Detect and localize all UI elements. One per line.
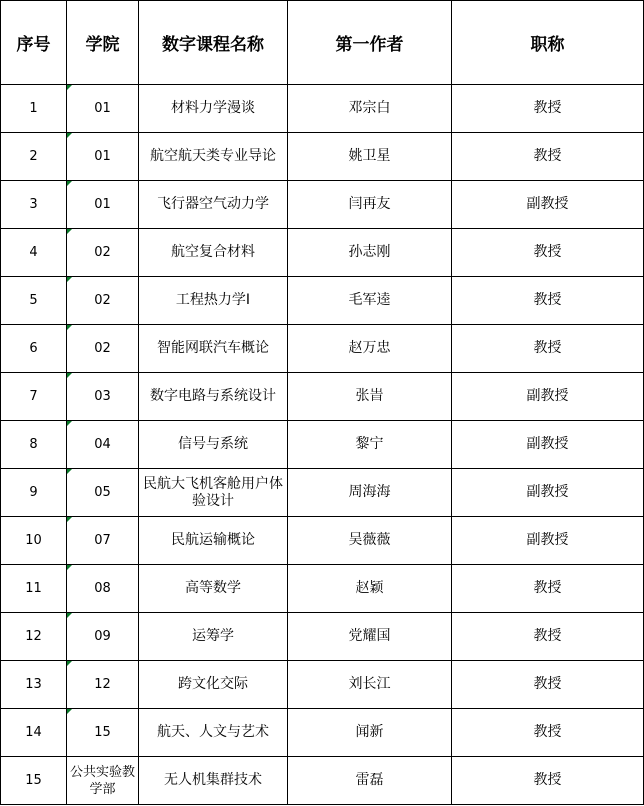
- table-row: [1, 373, 644, 421]
- table-row: [1, 757, 644, 805]
- cell-title: 副教授: [452, 181, 644, 229]
- cell-title: 副教授: [452, 421, 644, 469]
- cell-title: 教授: [452, 325, 644, 373]
- cell-title: 教授: [452, 133, 644, 181]
- cell-index: 12: [1, 613, 67, 661]
- header-row: [1, 1, 644, 85]
- cell-index: 3: [1, 181, 67, 229]
- cell-college: 04: [67, 421, 139, 469]
- cell-index: 4: [1, 229, 67, 277]
- table-row: [1, 709, 644, 757]
- cell-college: 09: [67, 613, 139, 661]
- table-row: [1, 421, 644, 469]
- cell-course-name: 民航大飞机客舱用户体验设计: [139, 469, 288, 517]
- cell-title: 副教授: [452, 517, 644, 565]
- cell-course-name: 民航运输概论: [139, 517, 288, 565]
- cell-course-name: 航空航天类专业导论: [139, 133, 288, 181]
- cell-first-author: 闫再友: [288, 181, 452, 229]
- cell-college: 02: [67, 229, 139, 277]
- cell-index: 14: [1, 709, 67, 757]
- cell-title: 教授: [452, 565, 644, 613]
- cell-first-author: 刘长江: [288, 661, 452, 709]
- cell-first-author: 孙志刚: [288, 229, 452, 277]
- cell-title: 教授: [452, 85, 644, 133]
- cell-first-author: 姚卫星: [288, 133, 452, 181]
- cell-title: 教授: [452, 613, 644, 661]
- cell-title: 教授: [452, 229, 644, 277]
- header-title: 职称: [452, 1, 644, 85]
- cell-college: 公共实验教学部: [67, 757, 139, 805]
- cell-index: 11: [1, 565, 67, 613]
- header-first-author: 第一作者: [288, 1, 452, 85]
- cell-course-name: 航空复合材料: [139, 229, 288, 277]
- table-row: [1, 661, 644, 709]
- cell-course-name: 无人机集群技术: [139, 757, 288, 805]
- table-row: [1, 85, 644, 133]
- cell-course-name: 高等数学: [139, 565, 288, 613]
- cell-first-author: 周海海: [288, 469, 452, 517]
- cell-course-name: 智能网联汽车概论: [139, 325, 288, 373]
- cell-college: 03: [67, 373, 139, 421]
- cell-college: 07: [67, 517, 139, 565]
- cell-title: 教授: [452, 757, 644, 805]
- cell-index: 15: [1, 757, 67, 805]
- cell-course-name: 飞行器空气动力学: [139, 181, 288, 229]
- cell-first-author: 闻新: [288, 709, 452, 757]
- cell-college: 01: [67, 85, 139, 133]
- cell-college: 02: [67, 277, 139, 325]
- cell-college: 05: [67, 469, 139, 517]
- cell-course-name: 运筹学: [139, 613, 288, 661]
- cell-course-name: 信号与系统: [139, 421, 288, 469]
- cell-index: 6: [1, 325, 67, 373]
- header-college: 学院: [67, 1, 139, 85]
- cell-college: 01: [67, 133, 139, 181]
- cell-index: 8: [1, 421, 67, 469]
- cell-college: 01: [67, 181, 139, 229]
- cell-course-name: 材料力学漫谈: [139, 85, 288, 133]
- cell-index: 2: [1, 133, 67, 181]
- table-row: [1, 613, 644, 661]
- cell-college: 15: [67, 709, 139, 757]
- cell-course-name: 数字电路与系统设计: [139, 373, 288, 421]
- table-row: [1, 229, 644, 277]
- table-row: [1, 133, 644, 181]
- cell-first-author: 党耀国: [288, 613, 452, 661]
- cell-index: 7: [1, 373, 67, 421]
- header-course-name: 数字课程名称: [139, 1, 288, 85]
- cell-college: 02: [67, 325, 139, 373]
- table-row: [1, 469, 644, 517]
- cell-first-author: 赵万忠: [288, 325, 452, 373]
- cell-course-name: 航天、人文与艺术: [139, 709, 288, 757]
- cell-course-name: 跨文化交际: [139, 661, 288, 709]
- cell-index: 1: [1, 85, 67, 133]
- cell-first-author: 黎宁: [288, 421, 452, 469]
- cell-title: 教授: [452, 277, 644, 325]
- table-row: [1, 325, 644, 373]
- cell-index: 9: [1, 469, 67, 517]
- cell-first-author: 邓宗白: [288, 85, 452, 133]
- cell-course-name: 工程热力学I: [139, 277, 288, 325]
- cell-index: 10: [1, 517, 67, 565]
- cell-first-author: 张旹: [288, 373, 452, 421]
- table-row: [1, 517, 644, 565]
- cell-title: 教授: [452, 709, 644, 757]
- cell-first-author: 雷磊: [288, 757, 452, 805]
- cell-first-author: 赵颖: [288, 565, 452, 613]
- cell-index: 5: [1, 277, 67, 325]
- table-row: [1, 565, 644, 613]
- header-index: 序号: [1, 1, 67, 85]
- cell-title: 教授: [452, 661, 644, 709]
- cell-title: 副教授: [452, 373, 644, 421]
- cell-first-author: 吴薇薇: [288, 517, 452, 565]
- cell-title: 副教授: [452, 469, 644, 517]
- cell-college: 12: [67, 661, 139, 709]
- cell-first-author: 毛军逵: [288, 277, 452, 325]
- table-row: [1, 181, 644, 229]
- cell-index: 13: [1, 661, 67, 709]
- table-row: [1, 277, 644, 325]
- cell-college: 08: [67, 565, 139, 613]
